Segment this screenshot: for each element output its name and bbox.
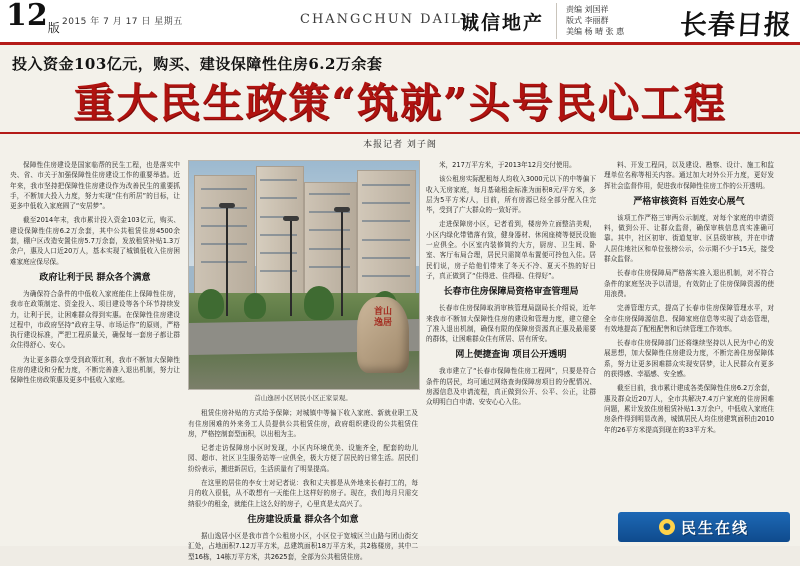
paragraph: 保障性住房建设是国家临帮的民生工程，也是落实中央、省、市关于加强保障性住房建设工作的重要举措。近年来，我市坚持把保障性住房建设作为改善民生的重要抓手，不断加大投入力度，努力实现“住有所居”的目标，让更多中低收入家庭圆了“安居梦”。: [10, 161, 180, 211]
photo-window-row: [201, 243, 247, 245]
photo-tree: [304, 286, 334, 320]
article-body: [0, 154, 800, 566]
paragraph: 走进保障房小区，记者看到，楼房外立面整洁美观，小区内绿化带错落有致，健身器材、休闲座椅等便民设施一应俱全。小区室内装修简约大方，厨房、卫生间、卧室、客厅布局合理，居民只需简单布置便可拎包入住。居民们说，房子给他们带来了冬天不冷、夏天不热的好日子，真正做到了“住得进、住得稳、住得好”。: [426, 220, 596, 280]
photo-window-row: [309, 229, 350, 231]
article-column-4: [604, 160, 774, 566]
paragraph: 我市建立了“长春市保障性住房工程网”，只要是符合条件的居民，均可通过网络查询保障房项目的分配情况、房源信息及申请流程，真正做到公开、公平、公正，让群众明明白白申请、安安心心入住。: [426, 367, 596, 407]
masthead: [0, 0, 800, 45]
editorial-credits: [566, 4, 666, 37]
page-number-value: 12: [6, 0, 48, 33]
photo-window-row: [309, 266, 350, 268]
street-lamp-icon: [341, 211, 343, 316]
photo-tree: [198, 289, 224, 319]
paragraph: 在这里的居住的李女士对记者说：我和丈夫都是从外地来长春打工的，每月的收入很低，从不敢想有一天能住上这样好的房子。现在，我们每月只需交纳很少的租金，就能住上这么好的房子，心里真是太高兴了。: [188, 479, 418, 508]
paragraph: 记者走访保障房小区时发现，小区内环境优美、设施齐全，配套的幼儿园、超市、社区卫生服务站等一应俱全，极大方便了居民的日常生活。居民们纷纷表示，搬进新居后，生活质量有了明显提高。: [188, 444, 418, 473]
photo-window-row: [362, 184, 410, 186]
credit-line-3: 美编 杨 晴 张 惠: [566, 27, 625, 36]
paragraph: 米，217万平方米，于2013年12月交付使用。: [439, 161, 576, 169]
article-column-1: [10, 160, 180, 566]
paragraph: 长春市住房保障取消审核管理局副局长介绍说，近年来我市不断加大保障性住房的建设和管理力度，建立健全了准入退出机制，确保有限的保障房资源真正惠及最需要的群体，让困难群众住有所居、居有所安。: [426, 304, 596, 344]
paragraph: 完善管理方式，提高了长春市住房保障管理水平，对全市住房保障源信息、保障家庭信息等实现了动态管理，有效地提高了配租配售和后续管理工作效率。: [604, 304, 774, 333]
minsheng-online-badge[interactable]: [618, 512, 790, 542]
photo-tree: [244, 293, 266, 319]
paragraph: 据山逸居小区是我市首个公租房小区，小区位于宽城区兰山路与团山街交汇处，占地面积7.12万平方米，总建筑面积18万平方米，共2栋楼房，其中二型16栋，14栋万平方米，共2625套，全部为公共租赁住房。: [188, 531, 418, 561]
photo-window-row: [309, 248, 350, 250]
street-lamp-icon: [290, 220, 292, 316]
masthead-english-title: CHANGCHUN DAILY: [300, 12, 472, 27]
page-number: [6, 1, 58, 37]
photo-window-row: [201, 225, 247, 227]
section-subhead: 政府让利于民 群众各个满意: [39, 272, 151, 283]
community-name-stone: [357, 297, 409, 373]
photo-window-row: [362, 239, 410, 241]
paragraph: 该项工作严格三审两公示制度，对每个家庭的申请资料，做到公开、让群众监督，确保审核信息真实准确可靠。其中，社区初审、街道复审、区县级审核，并在申请人居住地社区和单位张榜公示，公示期不少于15天，接受群众监督。: [604, 213, 774, 264]
page-number-unit: 版: [47, 21, 60, 35]
paragraph: 该公租房实际配租每人均收入3000元以下的中等偏下收入无房家庭，每月基础租金标准为面积8元/平方米，多层为5平方米/人，目前，所有房源已经全部分配入住完毕，受到了广大群众的一致好评。: [426, 175, 596, 215]
dot-icon: ●: [659, 519, 675, 535]
photo-window-row: [309, 193, 350, 195]
section-subhead: 长春市住房保障局资格审查管理局: [443, 287, 579, 298]
paragraph: 料、开发工程同，以及建设、勘察、设计、施工和监理单位名称等相关内容。通过加大对外公开力度，更好发挥社会监督作用，促进我市保障性住房工作的公开透明。: [604, 161, 774, 190]
byline: 本报记者 刘子阁: [363, 140, 437, 150]
newspaper-logo: 长春日报: [678, 10, 793, 41]
credit-line-1: 责编 刘国祥: [566, 5, 609, 14]
photo-building: [304, 182, 357, 296]
stone-inscription: 首山逸居: [373, 307, 392, 328]
paragraph: 为确保符合条件的中低收入家庭能住上保障性住房，我市在政策制定、资金投入、项目建设等各个环节持续发力，让利于民，让困难群众得到实惠。在保障性住房建设过程中，市政府坚持“政府主导、市场运作”的原则，严格执行建设标准，严把工程质量关，确保每一套房子都让群众住得舒心、安心。: [10, 289, 180, 350]
section-subhead: 严格审核资料 百姓安心展气: [633, 196, 745, 207]
photo-window-row: [201, 188, 247, 190]
photo-window-row: [260, 197, 297, 199]
article-column-3: [426, 160, 596, 566]
main-headline: 重大民生政策“筑就”头号民心工程: [73, 79, 727, 127]
paragraph: 截至2014年末，我市累计投入资金103亿元，购买、建设保障性住房6.2万余套，其中公共租赁住房4500余套，棚户区改造安置住房5.7万余套，发放租赁补贴1.3万余户，惠及人口近20万人，基本实现了城镇低收入住房困难家庭应保尽保。: [10, 216, 180, 266]
masthead-sponsor: 诚信地产: [460, 12, 545, 34]
photo-caption: 首山逸居小区居民小区正家景观。: [254, 394, 352, 402]
masthead-divider: [556, 3, 557, 39]
street-lamp-icon: [226, 207, 228, 316]
photo-window-row: [362, 220, 410, 222]
photo-window-row: [260, 179, 297, 181]
paragraph: 长春市住房保障局严格落实准入退出机制，对不符合条件的家庭坚决予以清退，有效防止了住房保障资源的使用浪费。: [604, 269, 774, 298]
photo-window-row: [201, 261, 247, 263]
photo-building: [194, 175, 256, 296]
credit-line-2: 版式 李丽群: [566, 16, 609, 25]
section-subhead: 住房建设质量 群众各个如意: [247, 514, 359, 525]
photo-window-row: [362, 257, 410, 259]
paragraph: 长春市住房保障部门还将继续坚持以人民为中心的发展思想，加大保障性住房建设力度，不断完善住房保障体系，努力让更多困难群众实现安居梦，让人民群众有更多的获得感、幸福感、安全感。: [604, 339, 774, 379]
paragraph: 租赁住房补贴的方式给予保障；对城镇中等偏下收入家庭、新就业职工及有住房困难的外来务工人员提供公共租赁住房，政府组织建设的公共租赁住房，严格控制套型面积，以出租为主。: [188, 409, 418, 438]
shoulder-headline: 投入资金103亿元，购买、建设保障性住房6.2万余套: [12, 55, 383, 73]
residential-photo: [188, 160, 420, 390]
photo-window-row: [362, 202, 410, 204]
photo-window-row: [362, 275, 410, 277]
badge-label: 民生在线: [680, 518, 749, 537]
section-subhead: 网上便捷查询 项目公开透明: [455, 350, 567, 361]
paragraph: 为让更多群众享受到政策红利，我市不断加大保障性住房的建设和分配力度，不断完善准入退出机制，努力让保障性住房政策惠及更多中低收入家庭。: [10, 355, 180, 385]
photo-building: [256, 166, 304, 296]
publication-date: 2015 年 7 月 17 日 星期五: [62, 17, 183, 27]
article-column-2: [188, 160, 418, 566]
headline-block: [0, 45, 800, 134]
paragraph: 截至目前，我市累计建成各类保障性住房6.2万余套，惠及群众近20万人，全市共解决7.4万户家庭的住房困难问题，累计发放住房租赁补贴1.3万余户，中低收入家庭住房条件得到明显改善，城镇居民人均住房建筑面积由2010年的26平方米提高到现在的33平方米。: [604, 384, 774, 434]
